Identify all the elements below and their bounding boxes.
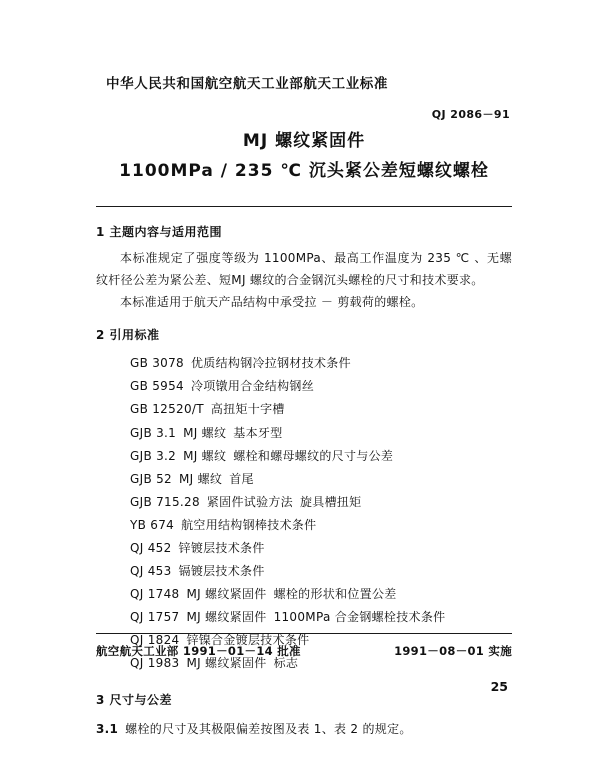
list-item	[96, 514, 512, 537]
reference-title: 锌镍合金镀层技术条件	[186, 632, 310, 647]
title-line-secondary: 1100MPa / 235 ℃ 沉头紧公差短螺纹螺栓	[119, 160, 489, 181]
reference-title-part-a: MJ 螺纹紧固件	[186, 655, 267, 670]
section-3-heading: 3 尺寸与公差	[96, 692, 173, 707]
reference-title: 高扭矩十字槽	[210, 402, 285, 417]
reference-code: GJB 3.2	[130, 448, 177, 463]
list-item	[96, 537, 512, 560]
reference-title-part-b: 旋具槽扭矩	[299, 494, 362, 509]
list-item	[96, 606, 512, 629]
section-1-paragraph-2: 本标准适用于航天产品结构中承受拉 － 剪载荷的螺栓。	[120, 295, 424, 310]
standard-number: QJ 2086－91	[431, 108, 510, 121]
reference-code: GJB 3.1	[130, 425, 177, 440]
reference-title: 冷项镦用合金结构钢丝	[191, 379, 315, 394]
reference-title: 优质结构钢冷拉钢材技术条件	[191, 356, 351, 371]
clause-text: 螺栓的尺寸及其极限偏差按图及表 1、表 2 的规定。	[125, 721, 412, 736]
reference-title: 锌镀层技术条件	[178, 540, 265, 555]
reference-code: QJ 452	[130, 540, 172, 555]
clause-3-1	[96, 719, 512, 741]
reference-code: QJ 1757	[130, 609, 180, 624]
list-item	[96, 375, 512, 398]
reference-title: 航空用结构钢棒技术条件	[181, 517, 317, 532]
list-item	[96, 398, 512, 421]
section-1-heading: 1 主题内容与适用范围	[96, 224, 223, 239]
reference-title-part-b: 螺栓和螺母螺纹的尺寸与公差	[233, 448, 394, 463]
reference-code: GB 3078	[130, 356, 184, 371]
reference-title: 镉镀层技术条件	[178, 563, 265, 578]
section-1-paragraph-1: 本标准规定了强度等级为 1100MPa、最高工作温度为 235 ℃ 、无螺纹杆径公差为紧公差、短MJ 螺纹的合金钢沉头螺栓的尺寸和技术要求。	[96, 250, 512, 288]
list-item	[96, 583, 512, 606]
list-item	[96, 491, 512, 514]
reference-code: YB 674	[130, 517, 175, 532]
reference-title-part-b: 标志	[273, 655, 299, 670]
approval-date: 航空航天工业部 1991－01－14 批准	[96, 644, 301, 658]
reference-title-part-a: 紧固件试验方法	[206, 494, 293, 509]
clause-number: 3.1	[96, 721, 119, 736]
document-title	[96, 129, 512, 184]
reference-code: GB 5954	[130, 379, 184, 394]
reference-code: GJB 715.28	[130, 494, 200, 509]
reference-title-part-b: 首尾	[229, 471, 254, 486]
page-number: 25	[490, 679, 508, 694]
list-item	[96, 560, 512, 583]
reference-title-part-a: MJ 螺纹	[183, 425, 227, 440]
title-line-primary: MJ 螺纹紧固件	[242, 131, 366, 151]
reference-title-part-b: 1100MPa 合金钢螺栓技术条件	[273, 609, 446, 624]
reference-code: QJ 1983	[130, 655, 180, 670]
reference-title-part-a: MJ 螺纹	[183, 448, 227, 463]
list-item	[96, 422, 512, 445]
footer-dates-row	[96, 643, 512, 659]
reference-title-part-b: 螺栓的形状和位置公差	[273, 586, 397, 601]
footer-divider	[96, 633, 512, 634]
implementation-date: 1991－08－01 实施	[394, 644, 512, 658]
reference-standards-list	[96, 352, 512, 674]
section-2-heading: 2 引用标准	[96, 328, 160, 343]
list-item	[96, 468, 512, 491]
reference-title-part-a: MJ 螺纹紧固件	[186, 586, 267, 601]
masthead-issuer: 中华人民共和国航空航天工业部航天工业标准	[106, 76, 388, 92]
reference-code: GB 12520/T	[130, 402, 204, 417]
page-footer	[96, 633, 512, 694]
reference-code: QJ 453	[130, 563, 172, 578]
reference-title-part-b: 基本牙型	[233, 425, 283, 440]
reference-title-part-a: MJ 螺纹	[178, 471, 223, 486]
reference-title-part-a: MJ 螺纹紧固件	[186, 609, 267, 624]
list-item	[96, 352, 512, 375]
reference-code: GJB 52	[130, 471, 172, 486]
reference-code: QJ 1824	[130, 632, 180, 647]
list-item	[96, 445, 512, 468]
reference-code: QJ 1748	[130, 586, 180, 601]
header-divider	[96, 206, 512, 207]
